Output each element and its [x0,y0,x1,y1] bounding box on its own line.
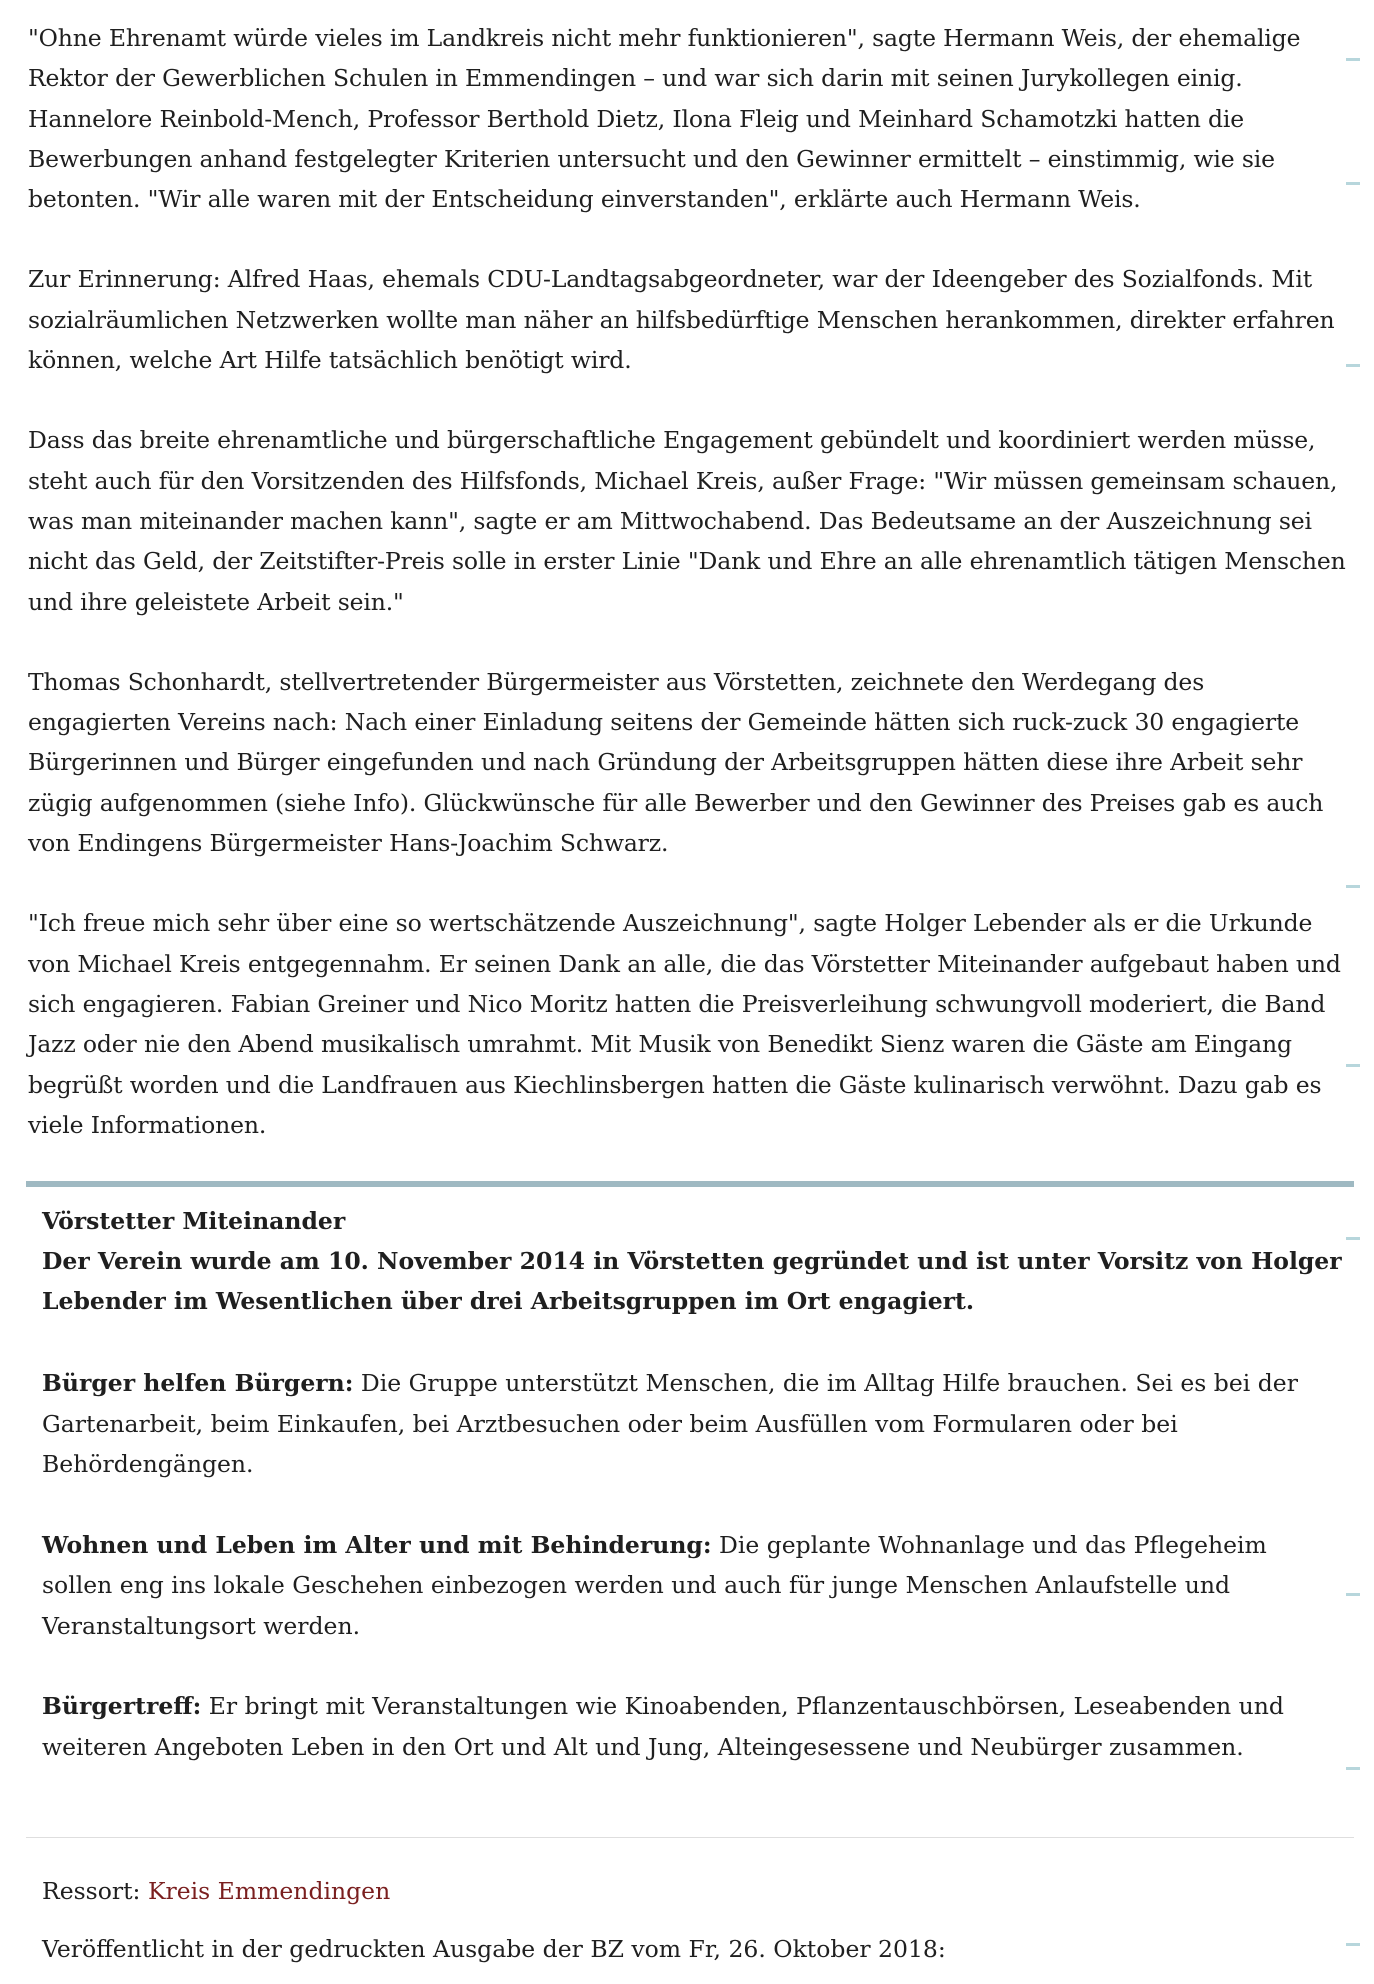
scan-mark [1346,885,1360,888]
scan-mark [1346,1237,1360,1240]
info-item-wohnen-leben [42,1525,1342,1647]
info-box [42,1201,1342,1807]
info-item-heading: Wohnen und Leben im Alter und mit Behinderung: [42,1530,712,1559]
info-item-text: Er bringt mit Veranstaltungen wie Kinoabenden, Pflanzentauschbörsen, Leseabenden und weiteren Angeboten Leben in den Ort und Alt und Jung, Alteingesessene und Neubürger zusammen. [42,1692,1284,1761]
ressort-line [42,1871,1342,1911]
ressort-label: Ressort: [42,1877,148,1905]
info-item-heading: Bürgertreff: [42,1692,202,1720]
scan-mark [1346,364,1360,367]
scan-mark [1346,1593,1360,1596]
article-body [28,18,1348,1185]
info-box-lead: Der Verein wurde am 10. November 2014 in Vörstetten gegründet und ist unter Vorsitz von Holger Lebender im Wesentlichen über drei Arbeitsgruppen im Ort engagiert. [42,1247,1342,1315]
info-item-buerger-helfen [42,1363,1342,1485]
scan-mark [1346,1943,1360,1946]
article-footer [42,1871,1342,1969]
article-paragraph-1: "Ohne Ehrenamt würde vieles im Landkreis nicht mehr funktionieren", sagte Hermann Weis, der ehemalige Rektor der Gewerblichen Schulen in Emmendingen – und war sich darin mit seinen Jurykollegen einig. Hannelore Reinbold-Mench, Professor Berthold Dietz, Ilona Fleig und Meinhard Schamotzki hatten die Bewerbungen anhand festgelegter Kriterien untersucht und den Gewinner ermittelt – einstimmig, wie sie betonten. "Wir alle waren mit der Entscheidung einverstanden", erklärte auch Hermann Weis. [28,24,1301,214]
info-item-text: Die Gruppe unterstützt Menschen, die im Alltag Hilfe brauchen. Sei es bei der Gartenarbeit, beim Einkaufen, bei Arztbesuchen oder beim Ausfüllen vom Formularen oder bei Behördengängen. [42,1369,1298,1478]
scan-mark [1346,182,1360,185]
article-paragraph-2: Zur Erinnerung: Alfred Haas, ehemals CDU-Landtagsabgeordneter, war der Ideengeber des Sozialfonds. Mit sozialräumlichen Netzwerken wollte man näher an hilfsbedürftige Menschen herankommen, direkter erfahren können, welche Art Hilfe tatsächlich benötigt wird. [28,265,1335,375]
article-paragraph-5: "Ich freue mich sehr über eine so wertschätzende Auszeichnung", sagte Holger Lebender als er die Urkunde von Michael Kreis entgegennahm. Er seinen Dank an alle, die das Vörstetter Miteinander aufgebaut haben und sich engagieren. Fabian Greiner und Nico Moritz hatten die Preisverleihung schwungvoll moderiert, die Band Jazz oder nie den Abend musikalisch umrahmt. Mit Musik von Benedikt Sienz waren die Gäste am Eingang begrüßt worden und die Landfrauen aus Kiechlinsbergen hatten die Gäste kulinarisch verwöhnt. Dazu gab es viele Informationen. [28,909,1341,1139]
info-item-buergertreff [42,1686,1342,1767]
article-paragraph-3: Dass das breite ehrenamtliche und bürgerschaftliche Engagement gebündelt und koordiniert werden müsse, steht auch für den Vorsitzenden des Hilfsfonds, Michael Kreis, außer Frage: "Wir müssen gemeinsam schauen, was man miteinander machen kann", sagte er am Mittwochabend. Das Bedeutsame an der Auszeichnung sei nicht das Geld, der Zeitstifter-Preis solle in erster Linie "Dank und Ehre an alle ehrenamtlich tätigen Menschen und ihre geleistete Arbeit sein." [28,426,1346,616]
article-paragraph-4: Thomas Schonhardt, stellvertretender Bürgermeister aus Vörstetten, zeichnete den Werdegang des engagierten Vereins nach: Nach einer Einladung seitens der Gemeinde hätten sich ruck-zuck 30 engagierte Bürgerinnen und Bürger eingefunden und nach Gründung der Arbeitsgruppen hätten diese ihre Arbeit sehr zügig aufgenommen (siehe Info). Glückwünsche für alle Bewerber und den Gewinner des Preises gab es auch von Endingens Bürgermeister Hans-Joachim Schwarz. [28,667,1324,858]
ressort-link[interactable]: Kreis Emmendingen [147,1877,391,1905]
publication-note: Veröffentlicht in der gedruckten Ausgabe der BZ vom Fr, 26. Oktober 2018: [42,1935,946,1963]
info-item-text: Die geplante Wohnanlage und das Pflegeheim sollen eng ins lokale Geschehen einbezogen werden und auch für junge Menschen Anlaufstelle und Veranstaltungsort werden. [42,1530,1267,1640]
scan-mark [1346,1064,1360,1067]
footer-divider [26,1837,1354,1838]
info-box-title: Vörstetter Miteinander [42,1207,346,1235]
scan-mark [1346,1767,1360,1770]
infobox-divider [26,1181,1354,1187]
scan-mark [1346,58,1360,61]
info-item-heading: Bürger helfen Bürgern: [42,1369,354,1397]
